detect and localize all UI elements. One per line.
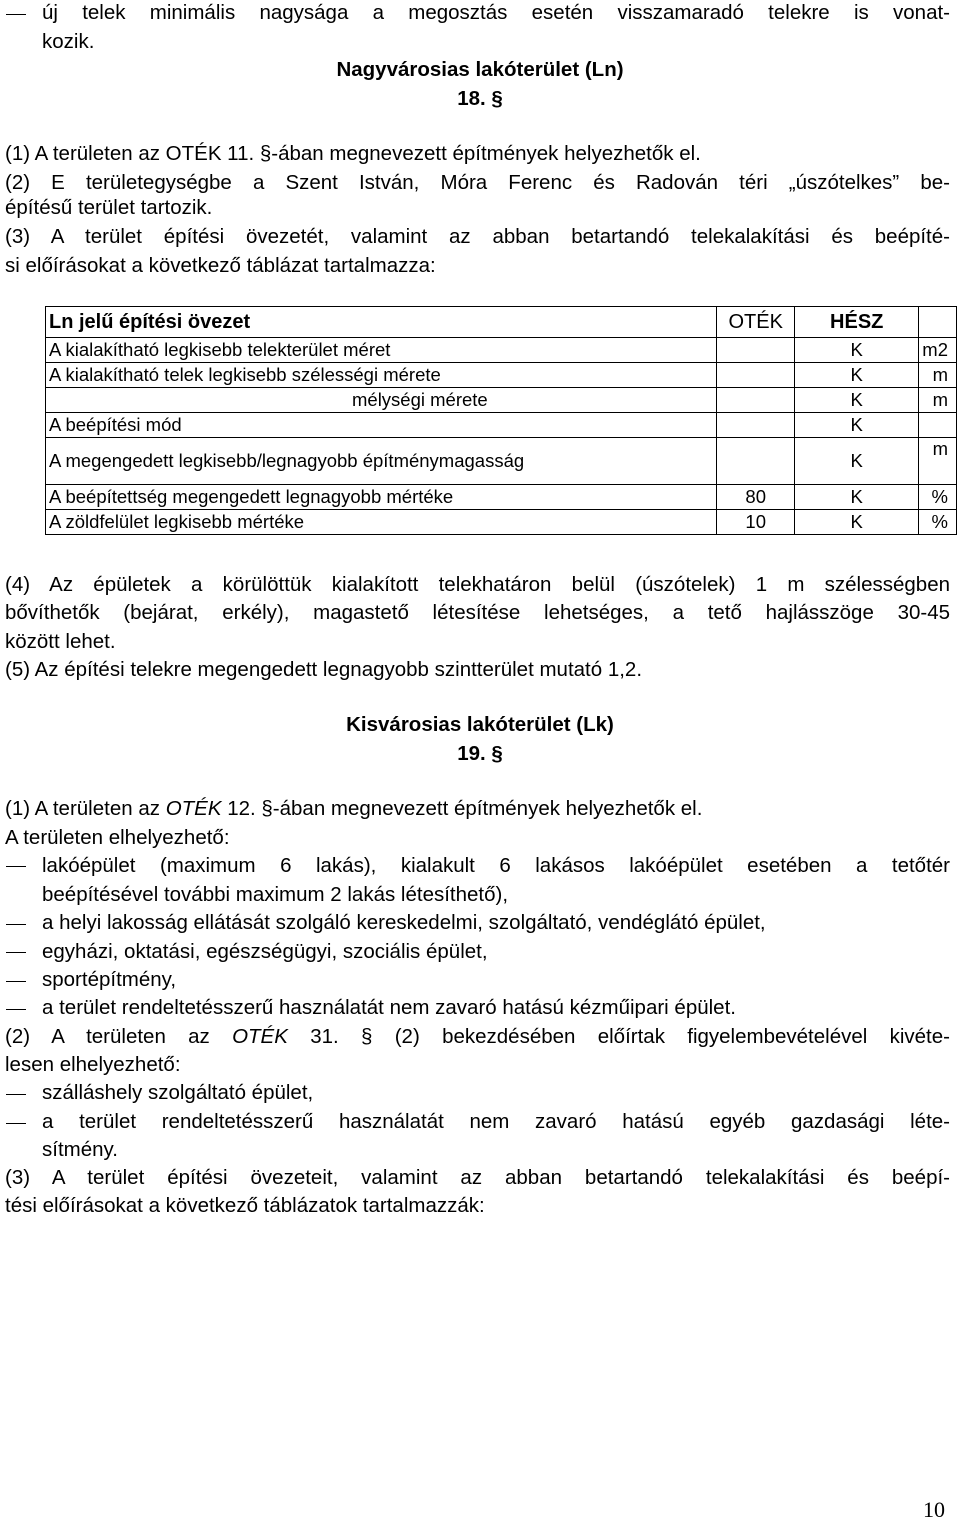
- section-title: Kisvárosias lakóterület (Lk): [346, 713, 614, 736]
- table-cell: [717, 338, 795, 363]
- table-cell: m2: [919, 338, 957, 363]
- table-header-cell: HÉSZ: [795, 307, 919, 338]
- list-dash: [6, 1009, 26, 1010]
- list-item: a terület rendeltetésszerű használatát nem zavaró hatású egyéb gazdasági léte-: [42, 1110, 950, 1133]
- paragraph: (2) E területegységbe a Szent István, Móra Ferenc és Radován téri „úszótelkes” be-: [5, 171, 950, 194]
- table-cell: %: [919, 510, 957, 535]
- table-row: [46, 413, 957, 438]
- table-row: [46, 510, 957, 535]
- table-cell: mélységi mérete: [46, 388, 717, 413]
- list-item: új telek minimális nagysága a megosztás esetén visszamaradó telekre is vonat-: [42, 1, 950, 24]
- table-cell: 10: [717, 510, 795, 535]
- paragraph: [5, 797, 702, 821]
- section-title: Nagyvárosias lakóterület (Ln): [336, 58, 624, 81]
- paragraph-text: (2) A területen az: [5, 1025, 233, 1048]
- list-item: egyházi, oktatási, egészségügyi, szociális épület,: [42, 940, 488, 963]
- paragraph-continuation: lesen elhelyezhető:: [5, 1053, 181, 1076]
- list-dash: [6, 1094, 26, 1095]
- paragraph: [5, 1025, 950, 1049]
- table-row: [46, 363, 957, 388]
- list-item-continuation: kozik.: [42, 30, 95, 53]
- table-row: [46, 485, 957, 510]
- table-cell: m: [919, 363, 957, 388]
- otek-reference: OTÉK: [165, 797, 222, 820]
- table-cell: [919, 413, 957, 438]
- list-item-continuation: sítmény.: [42, 1138, 118, 1161]
- table-cell: K: [795, 485, 919, 510]
- table-cell: [717, 363, 795, 388]
- otek-reference: OTÉK: [232, 1025, 288, 1048]
- table-cell: m: [919, 388, 957, 413]
- paragraph-text: 31. § (2) bekezdésében előírtak figyelembevételével kivéte-: [287, 1025, 950, 1048]
- list-item: szálláshely szolgáltató épület,: [42, 1081, 314, 1104]
- list-item: sportépítmény,: [42, 968, 177, 991]
- list-item-continuation: beépítésével további maximum 2 lakás létesíthető),: [42, 883, 509, 906]
- list-item: a helyi lakosság ellátását szolgáló kereskedelmi, szolgáltató, vendéglátó épület,: [42, 911, 766, 934]
- paragraph-continuation: építésű terület tartozik.: [5, 196, 213, 219]
- table-cell: [717, 388, 795, 413]
- list-dash: [6, 981, 26, 982]
- table-header-cell: OTÉK: [717, 307, 795, 338]
- table-cell: A kialakítható telek legkisebb szélességi mérete: [46, 363, 717, 388]
- table-header-cell: [919, 307, 957, 338]
- table-cell: A megengedett legkisebb/legnagyobb építménymagasság: [46, 438, 717, 485]
- paragraph-continuation: bővíthetők (bejárat, erkély), magastető létesítése lehetséges, a tető hajlásszöge 30-45: [5, 601, 950, 624]
- table-cell: K: [795, 438, 919, 485]
- table-row: [46, 338, 957, 363]
- paragraph-continuation: tési előírásokat a következő táblázatok tartalmazzák:: [5, 1194, 485, 1217]
- table-cell: K: [795, 388, 919, 413]
- table-cell: m: [919, 438, 957, 485]
- paragraph: (3) A terület építési övezetét, valamint az abban betartandó telekalakítási és beépíté-: [5, 225, 950, 248]
- list-dash: [6, 866, 26, 867]
- list-item: a terület rendeltetésszerű használatát nem zavaró hatású kézműipari épület.: [42, 996, 736, 1019]
- paragraph-continuation: si előírásokat a következő táblázat tartalmazza:: [5, 254, 436, 277]
- table-cell: K: [795, 510, 919, 535]
- section-number: 18. §: [457, 87, 503, 110]
- paragraph-continuation: között lehet.: [5, 630, 116, 653]
- table-header-row: [46, 307, 957, 338]
- paragraph-text: 12. §-ában megnevezett építmények helyezhetők el.: [221, 797, 703, 820]
- table-cell: [717, 438, 795, 485]
- zoning-table: [45, 306, 957, 535]
- table-header-cell: Ln jelű építési övezet: [46, 307, 717, 338]
- table-row: [46, 388, 957, 413]
- table-row: [46, 438, 957, 485]
- paragraph: (4) Az épületek a körülöttük kialakított telekhatáron belül (úszótelek) 1 m szélességben: [5, 573, 950, 596]
- page-number: 10: [923, 1497, 945, 1522]
- list-dash: [6, 1123, 26, 1124]
- list-dash: [6, 924, 26, 925]
- table-cell: %: [919, 485, 957, 510]
- table-cell: A kialakítható legkisebb telekterület méret: [46, 338, 717, 363]
- section-number: 19. §: [457, 742, 503, 765]
- table-cell: 80: [717, 485, 795, 510]
- table-cell: K: [795, 363, 919, 388]
- paragraph-text: (1) A területen az: [5, 797, 166, 820]
- table-cell: A beépítettség megengedett legnagyobb mértéke: [46, 485, 717, 510]
- table-cell: K: [795, 338, 919, 363]
- table-cell: A zöldfelület legkisebb mértéke: [46, 510, 717, 535]
- paragraph: (5) Az építési telekre megengedett legnagyobb szintterület mutató 1,2.: [5, 658, 643, 681]
- paragraph: (3) A terület építési övezeteit, valamint az abban betartandó telekalakítási és beépí-: [5, 1166, 950, 1189]
- paragraph: A területen elhelyezhető:: [5, 826, 230, 849]
- paragraph: (1) A területen az OTÉK 11. §-ában megnevezett építmények helyezhetők el.: [5, 142, 701, 165]
- list-dash: [6, 14, 26, 15]
- list-dash: [6, 952, 26, 953]
- table-cell: K: [795, 413, 919, 438]
- list-item: lakóépület (maximum 6 lakás), kialakult 6 lakásos lakóépület esetében a tetőtér: [42, 854, 950, 877]
- table-cell: [717, 413, 795, 438]
- table-cell: A beépítési mód: [46, 413, 717, 438]
